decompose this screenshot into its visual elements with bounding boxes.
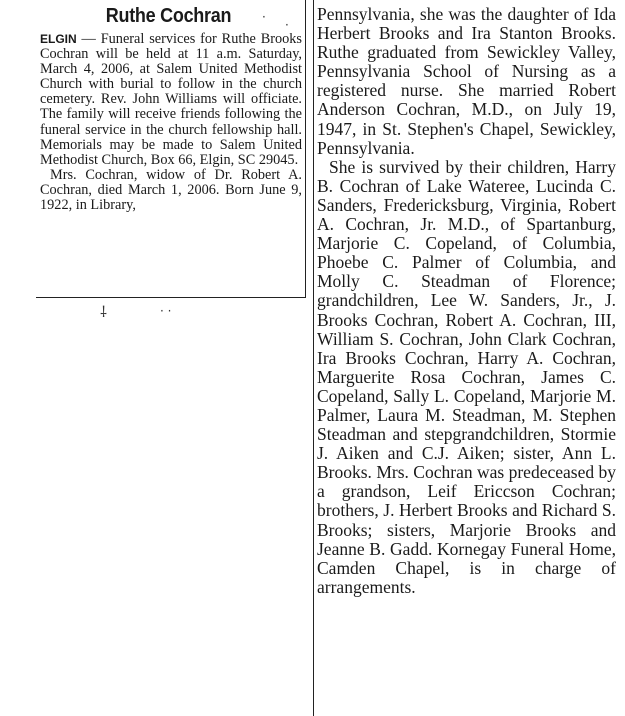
print-speck: ·: [262, 10, 266, 24]
biography-paragraph-continued: Pennsylvania, she was the daughter of Ida Herbert Brooks and Ira Stanton Brooks. Ruthe graduated from Sewickley Valley, Pennsylvania School of Nursing as a registered nurse. She married Robert Anderson Cochran, M.D., on July 19, 1947, in St. Stephen's Chapel, Sewickley, Pennsylvania.: [317, 4, 616, 158]
survivors-paragraph: She is survived by their children, Harry B. Cochran of Lake Wateree, Lucinda C. Sanders, Fredericksburg, Virginia, Robert A. Cochran, Jr. M.D., of Spartanburg, Marjorie C. Copeland, of Columbia, Phoebe C. Palmer of Columbia, and Molly C. Steadman of Florence; grandchildren, Lee W. Sanders, Jr., J. Brooks Cochran, Robert A. Cochran, III, William S. Cochran, John Clark Cochran, Ira Brooks Cochran, Harry A. Cochran, Marguerite Rosa Cochran, James C. Copeland, Sally L. Copeland, Marjorie M. Palmer, Laura M. Steadman, M. Stephen Steadman and stepgrandchildren, Stormie J. Aiken and C.J. Aiken; sister, Ann L. Brooks. Mrs. Cochran was predeceased by a grandson, Leif Ericcson Cochran; brothers, J. Herbert Brooks and Richard S. Brooks; sisters, Marjorie Brooks and Jeanne B. Gadd. Kornegay Funeral Home, Camden Chapel, is in charge of arrangements.: [317, 156, 616, 597]
dateline: ELGIN: [40, 32, 77, 46]
obituary-headline: Ruthe Cochran: [105, 5, 232, 27]
left-column-bottom-rule: [36, 297, 306, 298]
biography-paragraph-start: Mrs. Cochran, widow of Dr. Robert A. Cochran, died March 1, 2006. Born June 9, 1922, in Library,: [40, 166, 302, 214]
left-column-rule: [305, 0, 306, 298]
funeral-services-text: — Funeral services for Ruthe Brooks Cochran will be held at 11 a.m. Saturday, March 4, 2006, at Salem United Methodist Church with burial to follow in the church cemetery. Rev. John Williams will officiate. The family will receive friends following the funeral service in the church fellowship hall. Memorials may be made to Salem United Methodist Church, Box 66, Elgin, SC 29045.: [40, 31, 302, 168]
print-speck: ·: [285, 18, 289, 32]
funeral-services-paragraph: [40, 32, 302, 168]
left-column: [40, 32, 302, 213]
right-column: [317, 5, 616, 597]
print-speck: · ·: [160, 304, 172, 318]
print-speck: ⸸: [100, 303, 108, 321]
right-column-rule: [313, 0, 314, 716]
